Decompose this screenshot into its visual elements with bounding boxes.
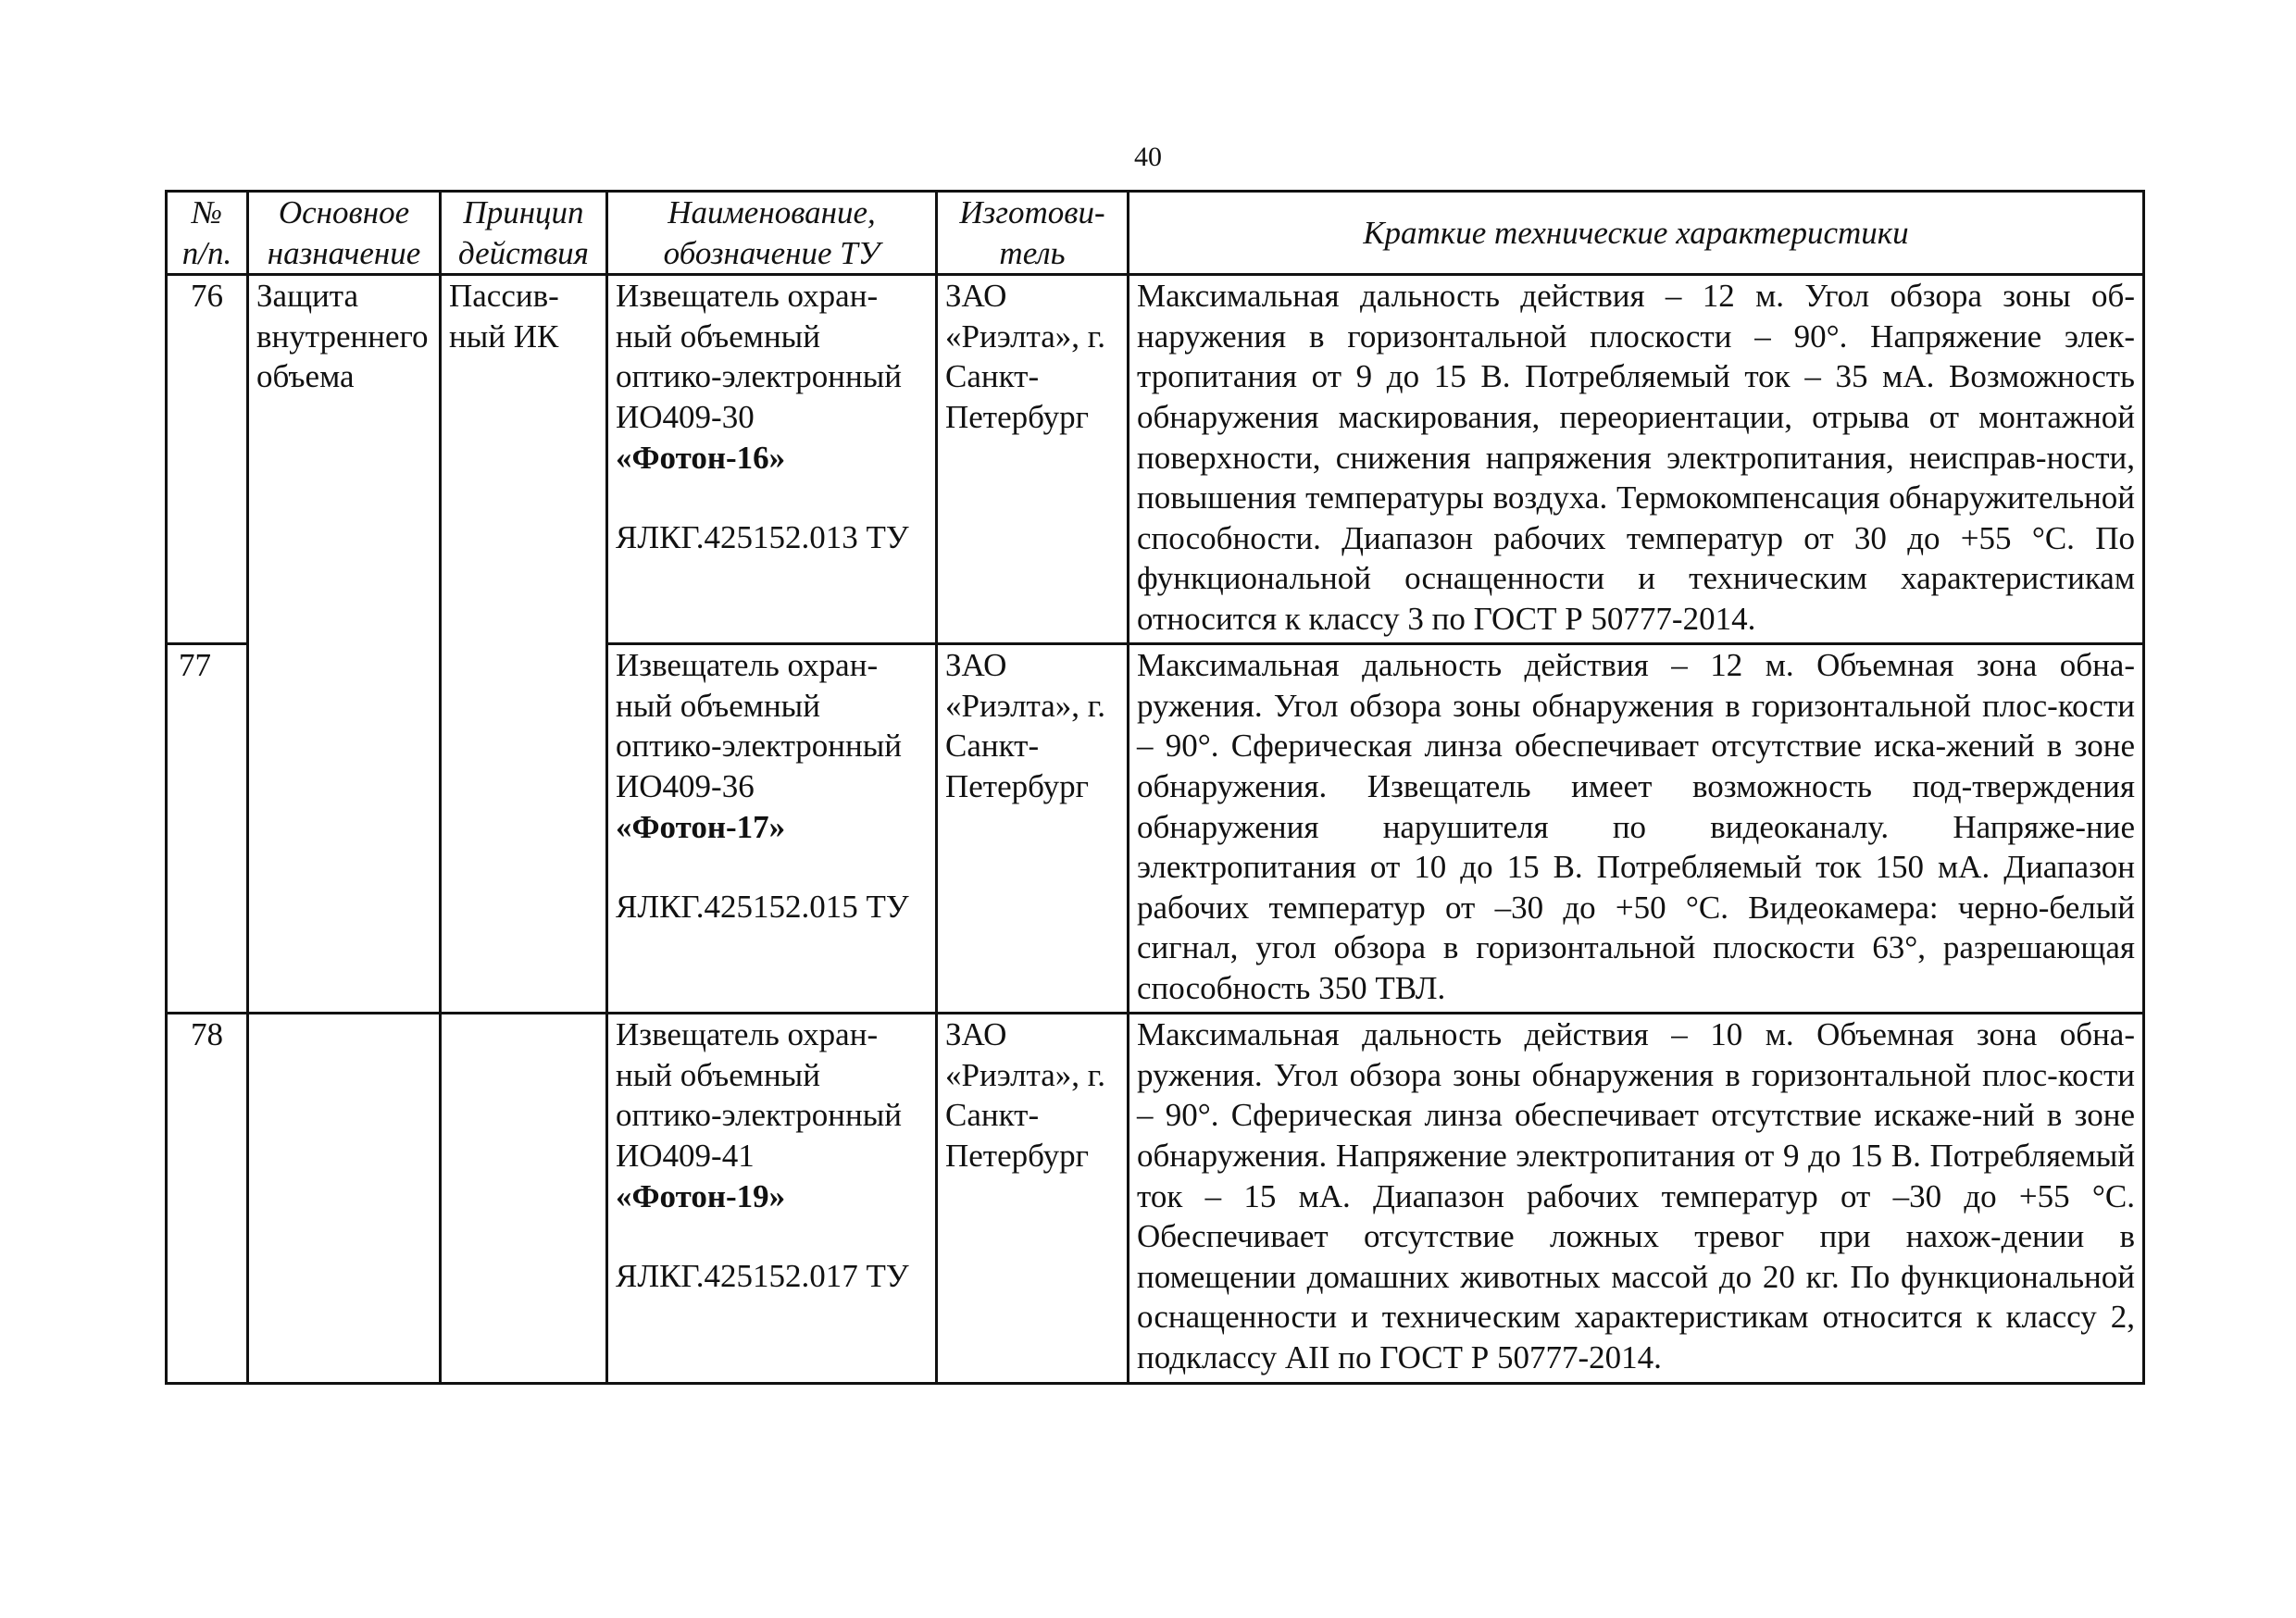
row-number: 76: [167, 275, 248, 644]
equipment-spec-table: [165, 190, 2145, 1385]
header-purpose-line2: назначение: [267, 234, 421, 271]
device-name-cell: [607, 644, 937, 1014]
header-name: [607, 192, 937, 275]
header-name-line1: Наименование,: [668, 194, 876, 230]
device-name: Извещатель охран-ный объемный оптико-электронный ИО409-30: [616, 278, 903, 435]
device-tu: ЯЛКГ.425152.017 ТУ: [616, 1258, 909, 1295]
header-specs: Краткие технические характеристики: [1129, 192, 2144, 275]
header-purpose-line1: Основное: [278, 194, 410, 230]
device-brand: «Фотон-19»: [616, 1177, 786, 1214]
device-tu: ЯЛКГ.425152.015 ТУ: [616, 889, 909, 926]
header-maker-line1: Изготови-: [959, 194, 1105, 230]
manufacturer-cell: ЗАО «Риэлта», г. Санкт-Петербург: [937, 644, 1129, 1014]
purpose-cell: Защита внутреннего объема: [248, 275, 441, 1014]
page-number: 40: [1134, 142, 1162, 172]
device-brand: «Фотон-17»: [616, 808, 786, 845]
header-num-line1: №: [191, 194, 222, 230]
specs-cell: Максимальная дальность действия – 12 м. Угол обзора зоны об-наружения в горизонтальной плоскости – 90°. Напряжение элек-тропитания от 9 до 15 В. Потребляемый ток – 35 мА. Возможность обнаружения маскирования, переориентации, отрыва от монтажной поверхности, снижения напряжения электропитания, неисправ-ности, повышения температуры воздуха. Термокомпенсация обнаружительной способности. Диапазон рабочих температур от 30 до +55 °С. По функциональной оснащенности и техническим характеристикам относится к классу 3 по ГОСТ Р 50777-2014.: [1129, 275, 2144, 644]
table-row: [167, 275, 2144, 644]
header-principle: [441, 192, 607, 275]
header-principle-line2: действия: [458, 234, 589, 271]
header-principle-line1: Принцип: [463, 194, 584, 230]
header-name-line2: обозначение ТУ: [663, 234, 880, 271]
specs-cell: Максимальная дальность действия – 12 м. Объемная зона обна-ружения. Угол обзора зоны обнаружения в горизонтальной плос-кости – 90°. Сферическая линза обеспечивает отсутствие иска-жений в зоне обнаружения. Извещатель имеет возможность под-тверждения обнаружения нарушителя по видеоканалу. Напряже-ние электропитания от 10 до 15 В. Потребляемый ток 150 мА. Диапазон рабочих температур от –30 до +50 °С. Видеокамера: черно-белый сигнал, угол обзора в горизонтальной плоскости 63°, разрешающая способность 350 ТВЛ.: [1129, 644, 2144, 1014]
table-header-row: [167, 192, 2144, 275]
table-row: [167, 1014, 2144, 1384]
header-num-line2: п/п.: [181, 234, 232, 271]
manufacturer-cell: ЗАО «Риэлта», г. Санкт-Петербург: [937, 1014, 1129, 1384]
row-number: 78: [167, 1014, 248, 1384]
purpose-cell-empty: [248, 1014, 441, 1384]
principle-cell: Пассив-ный ИК: [441, 275, 607, 1014]
device-tu: ЯЛКГ.425152.013 ТУ: [616, 519, 909, 556]
header-maker-line2: тель: [999, 234, 1066, 271]
manufacturer-cell: ЗАО «Риэлта», г. Санкт-Петербург: [937, 275, 1129, 644]
header-num: [167, 192, 248, 275]
row-number: 77: [167, 644, 248, 1014]
header-purpose: [248, 192, 441, 275]
device-name-cell: [607, 1014, 937, 1384]
device-name: Извещатель охран-ный объемный оптико-электронный ИО409-41: [616, 1016, 903, 1174]
device-name-cell: [607, 275, 937, 644]
header-maker: [937, 192, 1129, 275]
specs-cell: Максимальная дальность действия – 10 м. Объемная зона обна-ружения. Угол обзора зоны обнаружения в горизонтальной плос-кости – 90°. Сферическая линза обеспечивает отсутствие искаже-ний в зоне обнаружения. Напряжение электропитания от 9 до 15 В. Потребляемый ток – 15 мА. Диапазон рабочих температур от –30 до +55 °С. Обеспечивает отсутствие ложных тревог при нахож-дении в помещении домашних животных массой до 20 кг. По функциональной оснащенности и техническим характеристикам относится к классу 2, подклассу АII по ГОСТ Р 50777-2014.: [1129, 1014, 2144, 1384]
principle-cell-empty: [441, 1014, 607, 1384]
device-name: Извещатель охран-ный объемный оптико-электронный ИО409-36: [616, 647, 903, 804]
device-brand: «Фотон-16»: [616, 439, 786, 476]
